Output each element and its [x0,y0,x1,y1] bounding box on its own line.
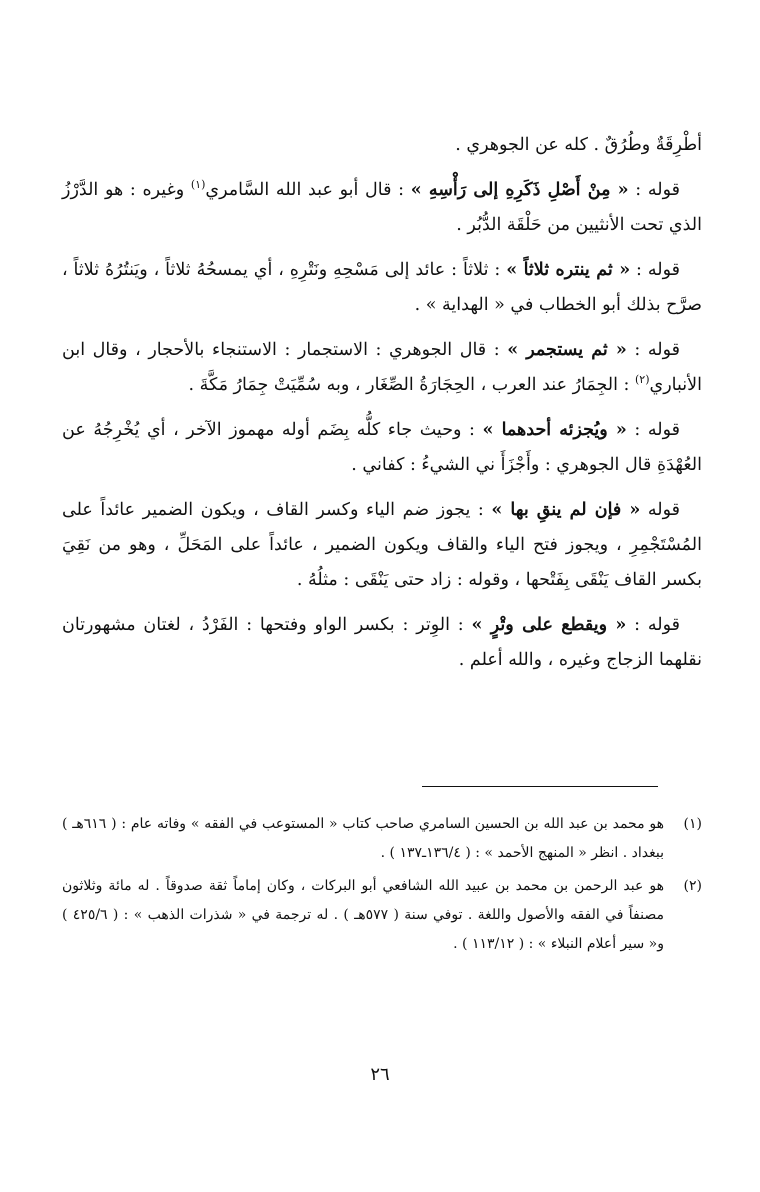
paragraph-4 [62,333,702,403]
paragraph-2 [62,173,702,243]
paragraph-prefix: قوله : [630,260,680,280]
paragraph-5 [62,413,702,483]
footnote-text: هو محمد بن عبد الله بن الحسين السامري صاحب كتاب « المستوعب في الفقه » وفاته عام : ( ٦١٦هـ ) ببغداد . انظر « المنهج الأحمد » : ( ١٣٦/٤ـ١٣٧ ) . [62,816,664,861]
paragraph-text: : يجوز ضم الياء وكسر القاف ، ويكون الضمير عائداً على المُسْتَجْمِرِ ، ويجوز فتح الياء والقاف ويكون الضمير ، عائداً على المَحَلِّ ، وهو من نَقِيَ بكسر القاف يَنْقَى بِفَتْحها ، وقوله : زاد حتى يَنْقَى : مثلُهُ . [62,500,702,590]
footnote-reference[interactable]: (٢) [635,373,650,387]
paragraph-prefix: قوله : [626,420,680,440]
footnote-divider [422,786,658,787]
paragraph-text: وغيره : هو الدَّرْزُ الذي تحت الأنثيين من حَلْقَة الدُّبُر . [62,180,702,235]
paragraph-3 [62,253,702,323]
quoted-phrase: « ويُجزئه أحدهما » [482,420,627,440]
paragraph-text: : الوِتر : بكسر الواو وفتحها : الفَرْدُ ، لغتان مشهورتان نقلهما الزجاج وغيره ، والله أعلم . [62,615,702,670]
paragraph-middle: : قال أبو عبد الله السَّامري [205,180,411,200]
paragraph-prefix: قوله : [628,180,680,200]
quoted-phrase: « ثم ينتره ثلاثاً » [506,260,631,280]
paragraph-middle: : قال الجوهري : الاستجمار : الاستنجاء بالأحجار ، وقال ابن الأنباري [62,340,702,395]
main-text [62,128,702,688]
paragraph-1 [62,128,702,163]
quoted-phrase: « ويقطع على وتْرٍ » [471,615,627,635]
paragraph-text: : وحيث جاء كلُّه بِضَم أوله مهموز الآخر ، أي يُخْرِجُهُ عن العُهْدَةِ قال الجوهري : وأَجْزَأَ ني الشيءُ : كفاني . [62,420,702,475]
paragraph-6 [62,493,702,598]
footnote-2 [62,872,702,959]
paragraph-prefix: قوله : [626,340,680,360]
quoted-phrase: « فإن لم ينقِ بها » [491,500,641,520]
quoted-phrase: « مِنْ أَصْلِ ذَكَرِهِ إلى رَأْسِهِ » [410,180,629,200]
paragraph-text: : الجِمَارُ عند العرب ، الحِجَارَةُ الصِّغَار ، وبه سُمِّيَتْ جِمَارُ مَكَّةَ . [188,375,635,395]
footnote-number: (١) [683,816,702,832]
paragraph-prefix: قوله [640,500,681,520]
footnote-1 [62,810,702,868]
paragraph-7 [62,608,702,678]
paragraph-prefix: قوله : [626,615,680,635]
page-number: ٢٦ [370,1064,390,1085]
footnote-reference[interactable]: (١) [190,178,206,192]
quoted-phrase: « ثم يستجمر » [507,340,627,360]
footnote-number: (٢) [683,878,702,894]
paragraph-text: : ثلاثاً : عائد إلى مَسْحِهِ ونَتْرِهِ ، أي يمسحُهُ ثلاثاً ، ويَنتُرُهُ ثلاثاً ، صرَّح بذلك أبو الخطاب في « الهداية » . [62,260,702,315]
paragraph-text: أطْرِقَةٌ وطُرُقٌ . كله عن الجوهري . [455,135,702,155]
footnotes [62,810,702,963]
footnote-text: هو عبد الرحمن بن محمد بن عبيد الله الشافعي أبو البركات ، وكان إماماً ثقة صدوقاً . له مائة وثلاثون مصنفاً في الفقه والأصول واللغة . توفي سنة ( ٥٧٧هـ ) . له ترجمة في « شذرات الذهب » : ( ٤٢٥/٦ ) و« سير أعلام النبلاء » : ( ١١٣/١٢ ) . [62,878,664,952]
